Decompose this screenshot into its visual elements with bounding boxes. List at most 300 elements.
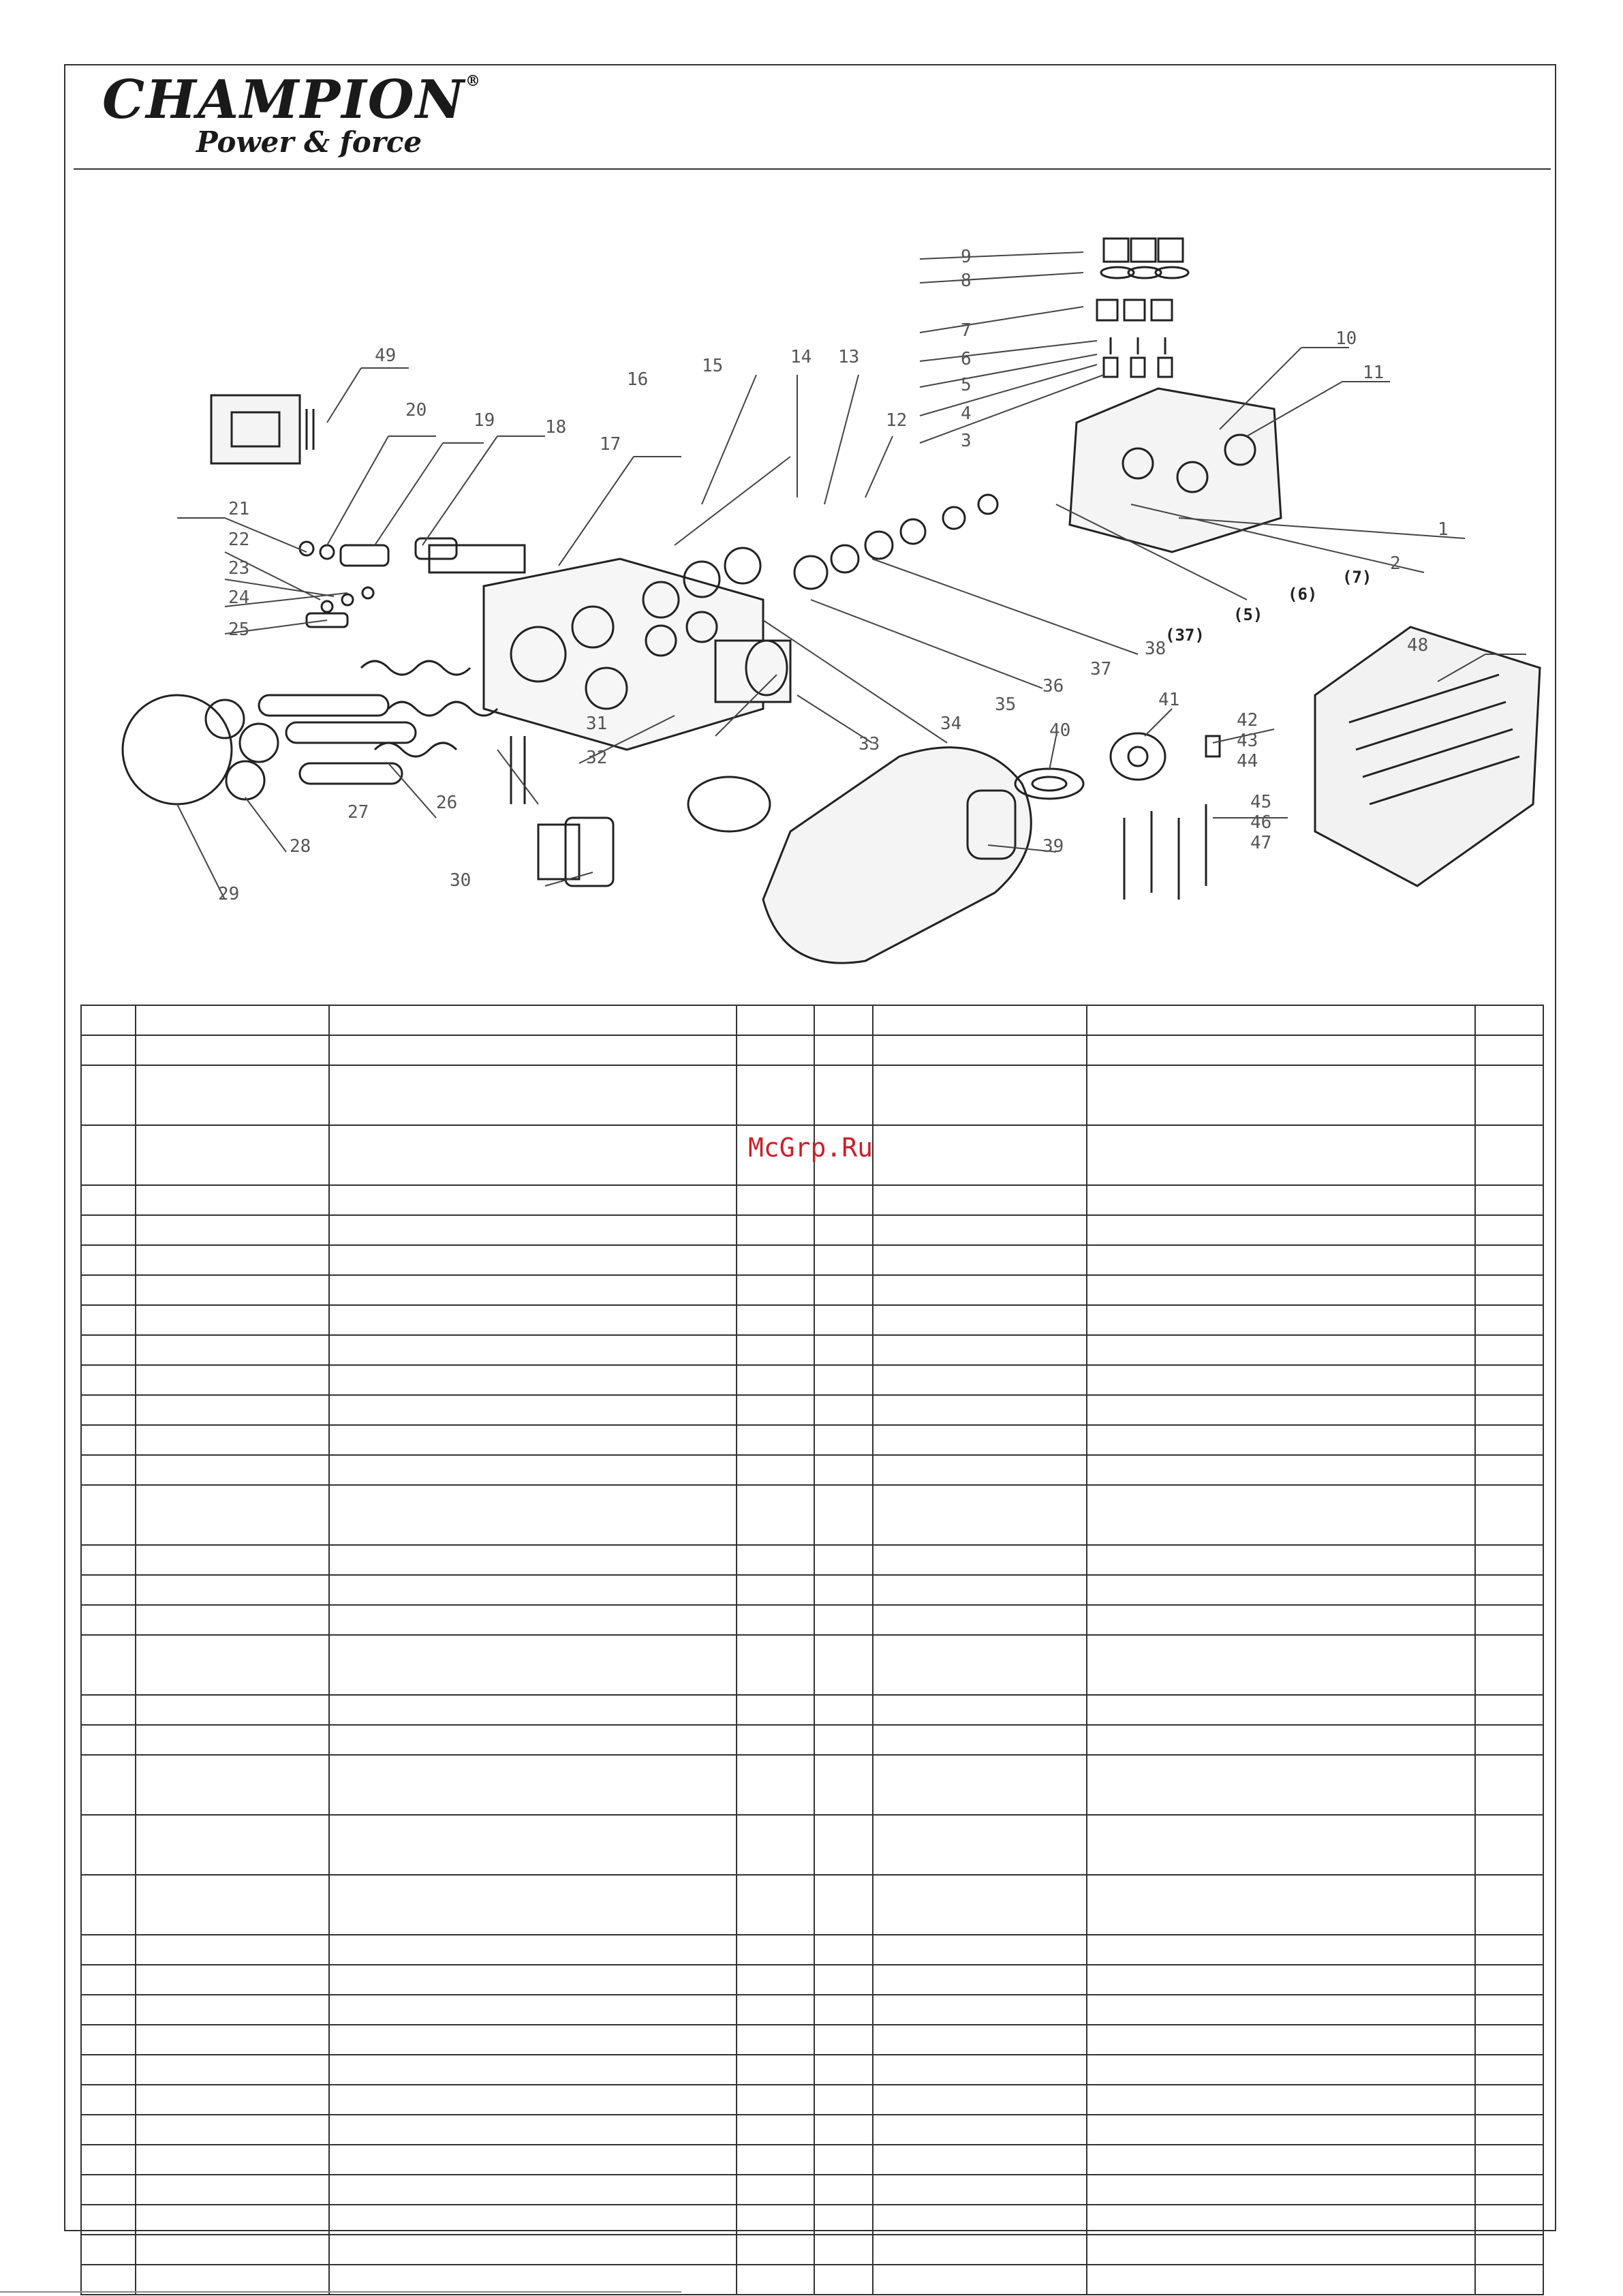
table-cell	[1087, 1935, 1475, 1965]
table-cell	[1475, 1395, 1543, 1425]
table-cell	[1087, 1425, 1475, 1455]
table-cell	[1087, 1605, 1475, 1635]
callout-5-bracket: (5)	[1233, 605, 1263, 624]
table-cell	[1475, 2235, 1543, 2265]
table-cell	[1087, 1485, 1475, 1545]
table-cell	[737, 1245, 814, 1275]
table-cell	[737, 2175, 814, 2205]
table-cell	[873, 2235, 1087, 2265]
table-cell	[1087, 1365, 1475, 1395]
table-cell	[737, 1485, 814, 1545]
table-cell	[81, 1425, 136, 1455]
exploded-parts-diagram	[102, 218, 1567, 981]
table-cell	[873, 1605, 1087, 1635]
table-cell	[873, 1335, 1087, 1365]
table-cell	[814, 1725, 873, 1755]
table-cell	[136, 2025, 329, 2055]
table-cell	[136, 1125, 329, 1185]
table-cell	[81, 1005, 136, 1035]
table-cell	[1475, 1545, 1543, 1575]
table-cell	[136, 1995, 329, 2025]
table-row	[81, 1995, 1543, 2025]
table-cell	[873, 1125, 1087, 1185]
callout-1: 1	[1438, 519, 1449, 540]
table-cell	[873, 1455, 1087, 1485]
callout-17: 17	[600, 434, 621, 455]
table-cell	[1475, 2085, 1543, 2115]
table-cell	[81, 2205, 136, 2235]
table-cell	[1475, 1365, 1543, 1395]
table-cell	[737, 1425, 814, 1455]
table-cell	[1087, 1995, 1475, 2025]
callout-41: 41	[1158, 690, 1180, 710]
table-cell	[873, 1425, 1087, 1455]
table-cell	[873, 2115, 1087, 2145]
table-cell	[814, 1365, 873, 1395]
table-cell	[1475, 1965, 1543, 1995]
table-cell	[814, 2055, 873, 2085]
table-cell	[1475, 1725, 1543, 1755]
table-cell	[136, 1635, 329, 1695]
callout-26: 26	[436, 793, 458, 813]
table-cell	[136, 1935, 329, 1965]
table-cell	[81, 1305, 136, 1335]
table-cell	[1475, 2175, 1543, 2205]
brand-tagline: Power & force	[196, 125, 422, 159]
table-cell	[873, 1275, 1087, 1305]
table-cell	[136, 1425, 329, 1455]
callout-35: 35	[995, 694, 1017, 715]
table-cell	[1475, 1275, 1543, 1305]
table-cell	[737, 1005, 814, 1035]
table-cell	[737, 1695, 814, 1725]
table-cell	[81, 1365, 136, 1395]
table-cell	[329, 2235, 737, 2265]
table-cell	[737, 1725, 814, 1755]
table-cell	[873, 1815, 1087, 1875]
table-cell	[81, 1065, 136, 1125]
table-row	[81, 1815, 1543, 1875]
registered-mark: ®	[465, 72, 482, 90]
table-cell	[136, 1485, 329, 1545]
table-cell	[81, 1035, 136, 1065]
table-cell	[329, 2145, 737, 2175]
table-cell	[1087, 1575, 1475, 1605]
table-cell	[1087, 1185, 1475, 1215]
table-cell	[1475, 1335, 1543, 1365]
table-cell	[329, 1815, 737, 1875]
callout-37: 37	[1090, 659, 1112, 679]
table-cell	[81, 1395, 136, 1425]
table-cell	[81, 1725, 136, 1755]
table-cell	[136, 1725, 329, 1755]
table-cell	[814, 1035, 873, 1065]
table-cell	[737, 1995, 814, 2025]
table-row	[81, 2145, 1543, 2175]
table-cell	[814, 1635, 873, 1695]
table-cell	[814, 1065, 873, 1125]
table-cell	[136, 2175, 329, 2205]
table-cell	[329, 1875, 737, 1935]
table-cell	[873, 1035, 1087, 1065]
callout-25: 25	[228, 619, 250, 640]
table-cell	[737, 1965, 814, 1995]
table-cell	[329, 1395, 737, 1425]
table-cell	[1087, 1875, 1475, 1935]
callout-31: 31	[586, 714, 608, 734]
table-cell	[814, 1245, 873, 1275]
table-cell	[81, 2055, 136, 2085]
table-cell	[81, 1755, 136, 1815]
table-cell	[136, 1695, 329, 1725]
table-cell	[136, 1035, 329, 1065]
table-cell	[1475, 1695, 1543, 1725]
table-cell	[329, 1005, 737, 1035]
table-cell	[329, 2175, 737, 2205]
table-cell	[329, 1725, 737, 1755]
table-row	[81, 2085, 1543, 2115]
table-cell	[737, 1545, 814, 1575]
table-cell	[1475, 1245, 1543, 1275]
table-cell	[1087, 1635, 1475, 1695]
table-cell	[873, 1935, 1087, 1965]
table-cell	[814, 1395, 873, 1425]
table-cell	[136, 2235, 329, 2265]
table-cell	[329, 1065, 737, 1125]
table-cell	[814, 1965, 873, 1995]
table-cell	[1087, 1455, 1475, 1485]
table-cell	[873, 2085, 1087, 2115]
table-cell	[814, 2115, 873, 2145]
table-cell	[737, 1305, 814, 1335]
table-cell	[873, 1485, 1087, 1545]
callout-15: 15	[702, 356, 724, 376]
table-cell	[329, 2085, 737, 2115]
callout-8: 8	[961, 271, 972, 291]
table-cell	[81, 1575, 136, 1605]
table-row	[81, 1755, 1543, 1815]
table-cell	[329, 1965, 737, 1995]
callout-36: 36	[1042, 676, 1064, 697]
callout-11: 11	[1363, 363, 1385, 383]
table-cell	[81, 1815, 136, 1875]
table-cell	[737, 1875, 814, 1935]
table-row	[81, 1485, 1543, 1545]
table-cell	[1087, 2115, 1475, 2145]
table-cell	[1087, 2055, 1475, 2085]
header-divider	[74, 168, 1551, 170]
table-cell	[873, 1245, 1087, 1275]
table-cell	[873, 2175, 1087, 2205]
table-cell	[1087, 1215, 1475, 1245]
table-cell	[737, 1035, 814, 1065]
table-cell	[81, 1605, 136, 1635]
callout-37-bracket: (37)	[1165, 626, 1205, 645]
callout-2: 2	[1390, 553, 1401, 574]
table-cell	[136, 2265, 329, 2295]
callout-49: 49	[375, 346, 397, 366]
table-cell	[873, 2205, 1087, 2235]
table-cell	[873, 1365, 1087, 1395]
table-row	[81, 1875, 1543, 1935]
table-cell	[136, 2115, 329, 2145]
table-cell	[737, 1935, 814, 1965]
callout-19: 19	[474, 410, 495, 431]
table-cell	[814, 1605, 873, 1635]
table-cell	[814, 1485, 873, 1545]
table-cell	[1475, 2205, 1543, 2235]
callout-43: 43	[1237, 731, 1258, 751]
table-cell	[1087, 1725, 1475, 1755]
table-row	[81, 2205, 1543, 2235]
table-row	[81, 2055, 1543, 2085]
table-cell	[814, 1815, 873, 1875]
table-cell	[136, 1185, 329, 1215]
table-row	[81, 1305, 1543, 1335]
table-cell	[81, 1125, 136, 1185]
table-cell	[1087, 1125, 1475, 1185]
callout-42: 42	[1237, 710, 1258, 731]
brand-name: CHAMPION	[102, 69, 466, 131]
table-row	[81, 2025, 1543, 2055]
table-cell	[329, 1755, 737, 1815]
table-cell	[1475, 1635, 1543, 1695]
champion-logo	[102, 69, 482, 162]
table-cell	[81, 1215, 136, 1245]
table-cell	[1475, 2145, 1543, 2175]
table-cell	[737, 2205, 814, 2235]
table-row	[81, 1605, 1543, 1635]
table-cell	[136, 1815, 329, 1875]
table-cell	[873, 1875, 1087, 1935]
table-cell	[814, 1575, 873, 1605]
table-cell	[873, 1725, 1087, 1755]
table-cell	[1475, 1815, 1543, 1875]
callout-46: 46	[1250, 812, 1272, 833]
table-cell	[737, 2085, 814, 2115]
table-cell	[136, 1755, 329, 1815]
table-cell	[1475, 2265, 1543, 2295]
table-cell	[81, 2085, 136, 2115]
table-cell	[136, 1545, 329, 1575]
table-cell	[814, 2175, 873, 2205]
table-cell	[81, 1275, 136, 1305]
table-cell	[873, 1005, 1087, 1035]
table-cell	[136, 1875, 329, 1935]
table-cell	[814, 1005, 873, 1035]
table-cell	[737, 1605, 814, 1635]
table-cell	[737, 1065, 814, 1125]
table-row	[81, 2265, 1543, 2295]
callout-14: 14	[790, 347, 812, 367]
table-cell	[1475, 1605, 1543, 1635]
table-cell	[329, 1575, 737, 1605]
table-cell	[329, 1125, 737, 1185]
table-cell	[329, 1635, 737, 1695]
callout-18: 18	[545, 417, 567, 438]
table-cell	[1475, 1125, 1543, 1185]
table-row	[81, 1005, 1543, 1035]
table-cell	[81, 1935, 136, 1965]
table-row	[81, 1245, 1543, 1275]
callout-13: 13	[838, 347, 860, 367]
table-cell	[1475, 1065, 1543, 1125]
table-cell	[136, 1455, 329, 1485]
table-cell	[136, 1365, 329, 1395]
table-cell	[1475, 1935, 1543, 1965]
callout-7-bracket: (7)	[1342, 568, 1372, 587]
table-cell	[814, 1545, 873, 1575]
table-cell	[136, 1275, 329, 1305]
table-cell	[814, 1425, 873, 1455]
table-cell	[329, 1305, 737, 1335]
parts-table-body	[81, 1005, 1543, 2295]
table-cell	[136, 1395, 329, 1425]
table-row	[81, 1965, 1543, 1995]
table-cell	[136, 2055, 329, 2085]
table-cell	[329, 2205, 737, 2235]
table-cell	[81, 1335, 136, 1365]
table-cell	[814, 1215, 873, 1245]
table-cell	[737, 1635, 814, 1695]
table-cell	[873, 1755, 1087, 1815]
table-cell	[136, 1575, 329, 1605]
table-cell	[329, 1215, 737, 1245]
callout-28: 28	[290, 836, 311, 857]
table-cell	[329, 1485, 737, 1545]
table-cell	[81, 2115, 136, 2145]
callout-30: 30	[450, 870, 472, 891]
callout-40: 40	[1049, 720, 1071, 741]
table-cell	[873, 2265, 1087, 2295]
table-cell	[1475, 1995, 1543, 2025]
table-cell	[873, 1215, 1087, 1245]
table-cell	[1087, 1275, 1475, 1305]
table-cell	[81, 1185, 136, 1215]
table-cell	[814, 2265, 873, 2295]
table-cell	[81, 1995, 136, 2025]
table-cell	[873, 1395, 1087, 1425]
table-cell	[1087, 1815, 1475, 1875]
table-cell	[1087, 2175, 1475, 2205]
callout-12: 12	[886, 410, 908, 431]
table-cell	[1087, 1965, 1475, 1995]
footer-rule	[0, 2291, 681, 2293]
table-cell	[81, 1455, 136, 1485]
table-cell	[814, 1275, 873, 1305]
table-cell	[873, 2145, 1087, 2175]
table-cell	[814, 1755, 873, 1815]
table-cell	[873, 1305, 1087, 1335]
table-cell	[1475, 2115, 1543, 2145]
callout-7: 7	[961, 320, 972, 341]
table-cell	[737, 1815, 814, 1875]
table-cell	[329, 1335, 737, 1365]
table-cell	[873, 1635, 1087, 1695]
table-cell	[81, 1485, 136, 1545]
callout-29: 29	[218, 884, 240, 904]
callout-9: 9	[961, 247, 972, 267]
table-cell	[737, 1755, 814, 1815]
table-cell	[814, 2235, 873, 2265]
table-cell	[1475, 1425, 1543, 1455]
table-cell	[1475, 1035, 1543, 1065]
table-cell	[873, 2025, 1087, 2055]
table-cell	[873, 1065, 1087, 1125]
table-row	[81, 2235, 1543, 2265]
table-cell	[329, 1185, 737, 1215]
table-cell	[1087, 2085, 1475, 2115]
table-cell	[873, 1695, 1087, 1725]
table-cell	[1087, 2145, 1475, 2175]
table-cell	[81, 2175, 136, 2205]
table-cell	[814, 1875, 873, 1935]
table-cell	[814, 1185, 873, 1215]
table-cell	[873, 1545, 1087, 1575]
callout-5: 5	[961, 375, 972, 395]
table-cell	[1475, 1875, 1543, 1935]
table-cell	[329, 1605, 737, 1635]
table-cell	[1087, 2205, 1475, 2235]
callout-33: 33	[859, 734, 880, 754]
table-cell	[1087, 1695, 1475, 1725]
table-row	[81, 1935, 1543, 1965]
table-cell	[329, 1935, 737, 1965]
table-row	[81, 1395, 1543, 1425]
table-cell	[136, 1215, 329, 1245]
table-cell	[329, 2025, 737, 2055]
table-cell	[81, 1545, 136, 1575]
table-cell	[737, 1395, 814, 1425]
table-cell	[814, 2145, 873, 2175]
table-cell	[814, 1455, 873, 1485]
table-cell	[1475, 1755, 1543, 1815]
table-cell	[1475, 1185, 1543, 1215]
table-row	[81, 1575, 1543, 1605]
table-row	[81, 1035, 1543, 1065]
table-cell	[737, 1575, 814, 1605]
table-cell	[737, 1215, 814, 1245]
callout-48: 48	[1407, 635, 1429, 656]
callout-20: 20	[405, 400, 427, 420]
table-cell	[81, 1245, 136, 1275]
table-cell	[81, 1635, 136, 1695]
callout-23: 23	[228, 558, 250, 579]
table-cell	[1087, 1005, 1475, 1035]
table-cell	[1087, 1545, 1475, 1575]
table-cell	[329, 2055, 737, 2085]
table-cell	[737, 2145, 814, 2175]
table-cell	[329, 1545, 737, 1575]
table-cell	[329, 2265, 737, 2295]
table-row	[81, 1215, 1543, 1245]
callout-39: 39	[1042, 836, 1064, 857]
table-cell	[329, 1425, 737, 1455]
table-row	[81, 1455, 1543, 1485]
callout-21: 21	[228, 499, 250, 519]
table-cell	[329, 1035, 737, 1065]
table-row	[81, 1545, 1543, 1575]
table-cell	[1087, 1035, 1475, 1065]
callout-24: 24	[228, 587, 250, 608]
table-cell	[814, 2025, 873, 2055]
table-cell	[1087, 1755, 1475, 1815]
table-row	[81, 1335, 1543, 1365]
table-cell	[737, 2025, 814, 2055]
table-cell	[737, 1275, 814, 1305]
callout-6: 6	[961, 349, 972, 369]
callout-44: 44	[1237, 751, 1258, 771]
